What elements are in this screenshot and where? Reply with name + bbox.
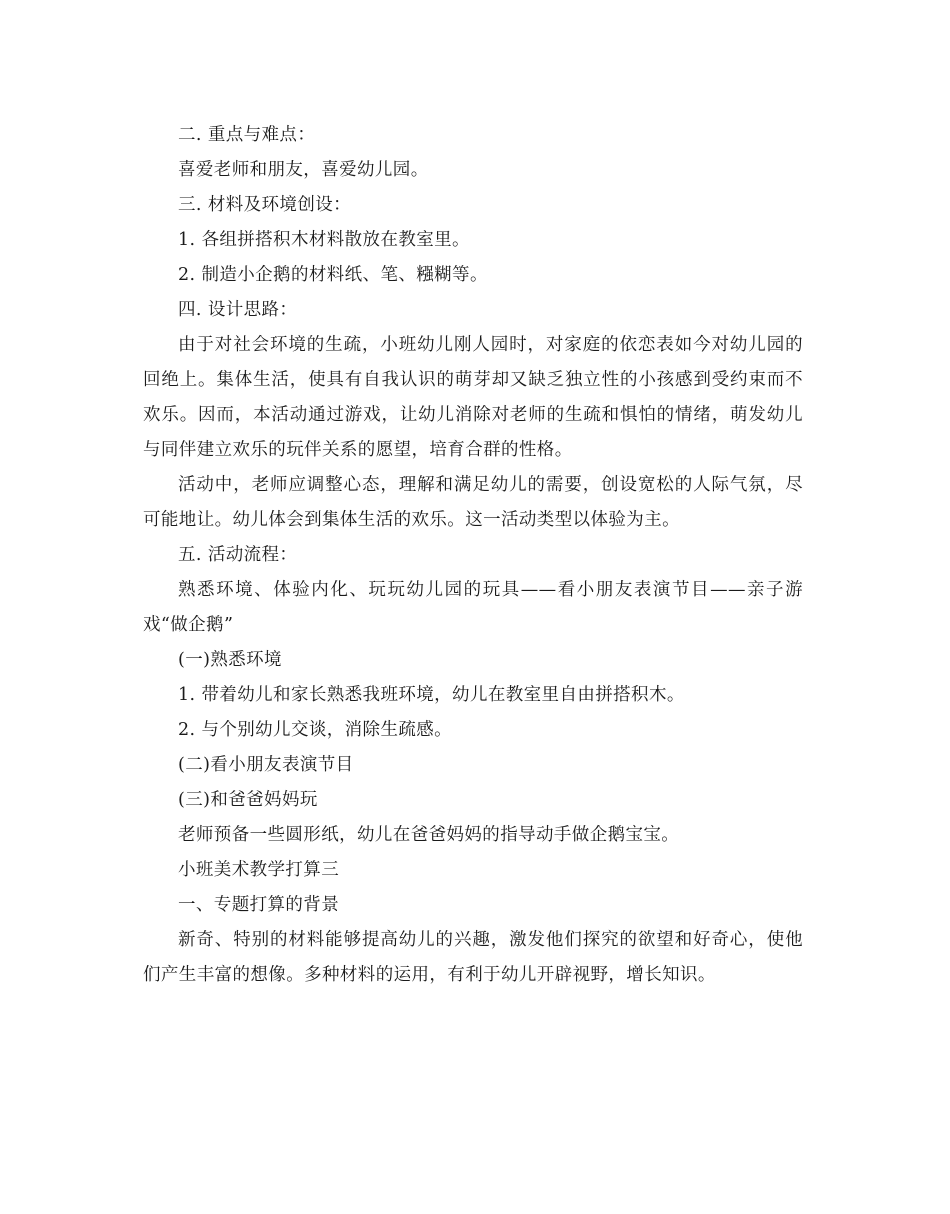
list-item: 2. 与个别幼儿交谈，消除生疏感。 — [178, 720, 453, 740]
subsection-heading: (一)熟悉环境 — [178, 650, 282, 670]
section-heading-background: 一、专题打算的背景 — [178, 895, 340, 915]
list-item: 1. 带着幼儿和家长熟悉我班环境，幼儿在教室里自由拼搭积木。 — [178, 685, 685, 705]
paragraph: 老师预备一些圆形纸，幼儿在爸爸妈妈的指导动手做企鹅宝宝。 — [178, 825, 680, 845]
paragraph: 新奇、特别的材料能够提高幼儿的兴趣，激发他们探究的欲望和好奇心，使他们产生丰富的想像。多种材料的运用，有利于幼儿开辟视野，增长知识。 — [143, 930, 803, 985]
paragraph: 熟悉环境、体验内化、玩玩幼儿园的玩具——看小朋友表演节目——亲子游戏“做企鹅” — [143, 580, 803, 635]
section-heading-design: 四. 设计思路： — [178, 300, 298, 320]
section-heading-materials: 三. 材料及环境创设： — [178, 195, 352, 215]
list-item: 1. 各组拼搭积木材料散放在教室里。 — [178, 230, 470, 250]
paragraph: 由于对社会环境的生疏，小班幼儿刚人园时，对家庭的依恋表如今对幼儿园的回绝上。集体生活，使具有自我认识的萌芽却又缺乏独立性的小孩感到受约束而不欢乐。因而，本活动通过游戏，让幼儿消除对老师的生疏和惧怕的情绪，萌发幼儿与同伴建立欢乐的玩伴关系的愿望，培育合群的性格。 — [143, 335, 803, 460]
paragraph: 活动中，老师应调整心态，理解和满足幼儿的需要，创设宽松的人际气氛，尽可能地让。幼儿体会到集体生活的欢乐。这一活动类型以体验为主。 — [143, 475, 803, 530]
paragraph: 喜爱老师和朋友，喜爱幼儿园。 — [178, 160, 429, 180]
document-body — [143, 118, 803, 993]
list-item: 2. 制造小企鹅的材料纸、笔、糨糊等。 — [178, 265, 488, 285]
document-section-title: 小班美术教学打算三 — [178, 860, 340, 880]
subsection-heading: (三)和爸爸妈妈玩 — [178, 790, 318, 810]
subsection-heading: (二)看小朋友表演节目 — [178, 755, 354, 775]
section-heading-process: 五. 活动流程： — [178, 545, 298, 565]
section-heading-key-points: 二. 重点与难点： — [178, 125, 316, 145]
